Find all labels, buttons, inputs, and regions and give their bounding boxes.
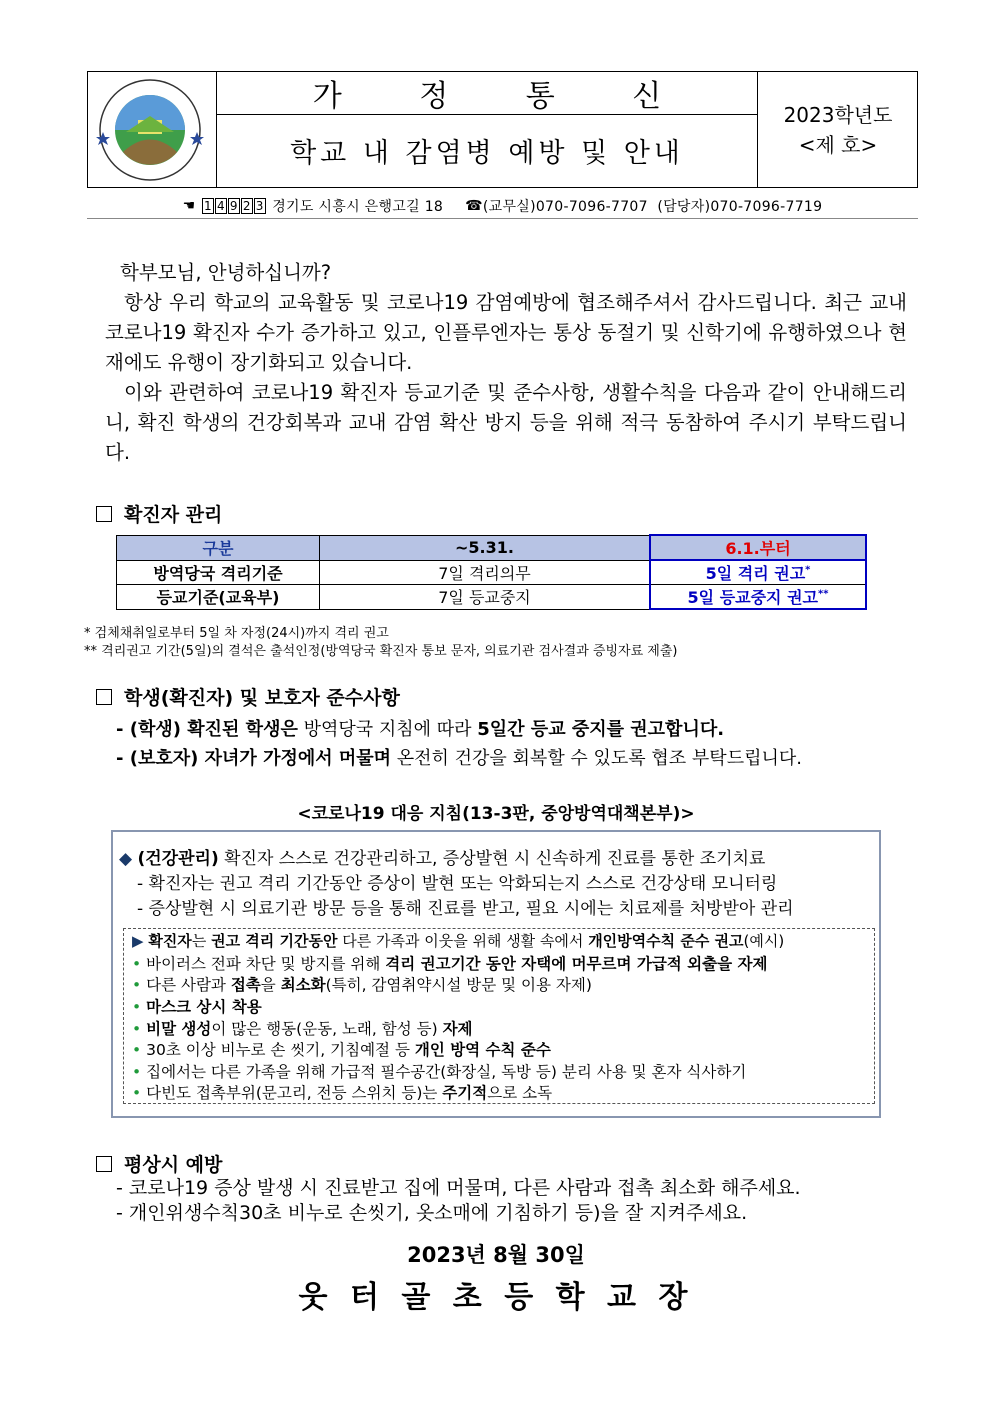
bullet-dot-icon: • [132, 1020, 142, 1038]
header-year-area [758, 72, 918, 187]
section-heading-prevention: 평상시 예방 [96, 1150, 222, 1177]
bullet-dot-icon: • [132, 998, 142, 1016]
document-date: 2023년 8월 30일 [407, 1243, 585, 1267]
header-title-area [217, 72, 758, 187]
header-box [87, 71, 918, 188]
section-heading-confirmed: 확진자 관리 [96, 500, 222, 527]
checkbox-square-icon [96, 506, 112, 522]
guide-box [111, 830, 881, 1118]
prevention-item: - 개인위생수칙30초 비누로 손씻기, 옷소매에 기침하기 등)을 잘 지켜주세요. [116, 1202, 748, 1224]
greeting: 학부모님, 안녕하십니까? [120, 261, 332, 284]
notice-title: 가 정 통 신 [217, 72, 757, 115]
guide-health-line: ◆ (건강관리) 확진자 스스로 건강관리하고, 증상발현 시 신속하게 진료를 통한 조기치료 [119, 849, 766, 869]
compliance-item-guardian: - (보호자) 자녀가 가정에서 머물며 온전히 건강을 회복할 수 있도록 협조 부탁드립니다. [116, 748, 802, 769]
checkbox-square-icon [96, 689, 112, 705]
list-item: • 마스크 상시 착용 [132, 998, 262, 1016]
table-header: 6.1.부터 [650, 535, 866, 560]
table-header: ~5.31. [320, 535, 651, 560]
zip-digit: 9 [229, 199, 238, 213]
issue-number: <제 호> [798, 132, 878, 157]
compliance-item-student: - (학생) 확진된 학생은 방역당국 지침에 따라 5일간 등교 중지를 권고합니다. [116, 719, 725, 740]
list-item: • 바이러스 전파 차단 및 방지를 위해 격리 권고기간 동안 자택에 머무르며 가급적 외출을 자제 [132, 955, 768, 973]
bullet-dot-icon: • [132, 1041, 142, 1059]
section-heading-compliance: 학생(확진자) 및 보호자 준수사항 [96, 683, 400, 710]
table-header: 구분 [117, 535, 320, 560]
list-item: • 30초 이상 비누로 손 씻기, 기침예절 등 개인 방역 수칙 준수 [132, 1041, 551, 1059]
table-row [117, 560, 867, 585]
address-text: 경기도 시흥시 은행고길 18 [272, 199, 444, 215]
checkbox-square-icon [96, 1156, 112, 1172]
notice-subtitle: 학교 내 감염병 예방 및 안내 [290, 138, 684, 169]
bullet-dot-icon: • [132, 1084, 142, 1102]
guide-sub-item: - 확진자는 권고 격리 기간동안 증상이 발현 또는 악화되는지 스스로 건강상태 모니터링 [137, 874, 778, 894]
table-cell: 5일 등교중지 권고** [650, 585, 866, 610]
bullet-dot-icon: • [132, 1063, 142, 1081]
principal-signature: 웃 터 골 초 등 학 교 장 [298, 1280, 694, 1315]
list-item: • 다빈도 접촉부위(문고리, 전등 스위치 등)는 주기적으로 소독 [132, 1084, 553, 1102]
footnote-2: ** 격리권고 기간(5일)의 결석은 출석인정(방역당국 확진자 통보 문자, 의료기관 검사결과 증빙자료 제출) [84, 644, 678, 659]
table-cell: 5일 격리 권고* [650, 560, 866, 585]
address-line [87, 194, 918, 219]
inner-guide-box [123, 928, 875, 1104]
table-cell: 7일 격리의무 [320, 560, 651, 585]
intro-paragraph-1: 항상 우리 학교의 교육활동 및 코로나19 감염예방에 협조해주셔서 감사드립니다. 최근 교내 코로나19 확진자 수가 증가하고 있고, 인플루엔자는 통상 동절기 및 신학기에 유행하였으나 현재에도 유행이 장기화되고 있습니다. [105, 291, 907, 374]
table-cell: 7일 등교중지 [320, 585, 651, 610]
hand-pointer-icon: ☚ [182, 198, 196, 214]
phone-icon: ☎ [465, 198, 483, 214]
prevention-item: - 코로나19 증상 발생 시 진료받고 집에 머물며, 다른 사람과 접촉 최소화 해주세요. [116, 1177, 801, 1199]
bullet-dot-icon: • [132, 955, 142, 973]
zip-digit: 4 [216, 199, 225, 213]
table-cell: 등교기준(교육부) [117, 585, 320, 610]
quarantine-table [116, 534, 867, 610]
table-cell: 방역당국 격리기준 [117, 560, 320, 585]
list-item: • 집에서는 다른 가족을 위해 가급적 필수공간(화장실, 독방 등) 분리 사용 및 혼자 식사하기 [132, 1063, 747, 1081]
table-row [117, 585, 867, 610]
guide-sub-item: - 증상발현 시 의료기관 방문 등을 통해 진료를 받고, 필요 시에는 치료제를 처방받아 관리 [137, 899, 794, 919]
intro-paragraph-2: 이와 관련하여 코로나19 확진자 등교기준 및 준수사항, 생활수칙을 다음과 같이 안내해드리니, 확진 학생의 건강회복과 교내 감염 확산 방지 등을 위해 적극 동참하여 주시기 부탁드립니다. [105, 381, 907, 464]
guide-title: <코로나19 대응 지침(13-3판, 중앙방역대책본부)> [297, 804, 695, 824]
school-year: 2023학년도 [783, 102, 893, 127]
list-item: • 비말 생성이 많은 행동(운동, 노래, 함성 등) 자제 [132, 1020, 473, 1038]
diamond-bullet-icon: ◆ [119, 849, 133, 869]
bullet-dot-icon: • [132, 976, 142, 994]
triangle-bullet-icon: ▶ [132, 932, 144, 950]
zip-digit: 2 [242, 199, 251, 213]
footnote-1: * 검체채취일로부터 5일 차 자정(24시)까지 격리 권고 [84, 626, 389, 641]
zip-digit: 1 [204, 199, 212, 213]
school-logo [88, 72, 217, 187]
list-item: • 다른 사람과 접촉을 최소화(특히, 감염취약시설 방문 및 이용 자제) [132, 976, 592, 994]
phone-text: (교무실)070-7096-7707 (담당자)070-7096-7719 [482, 199, 823, 215]
inner-guide-head: ▶ 확진자는 권고 격리 기간동안 다른 가족과 이웃을 위해 생활 속에서 개인방역수칙 준수 권고(예시) [132, 932, 785, 950]
zip-digit: 3 [255, 199, 264, 213]
